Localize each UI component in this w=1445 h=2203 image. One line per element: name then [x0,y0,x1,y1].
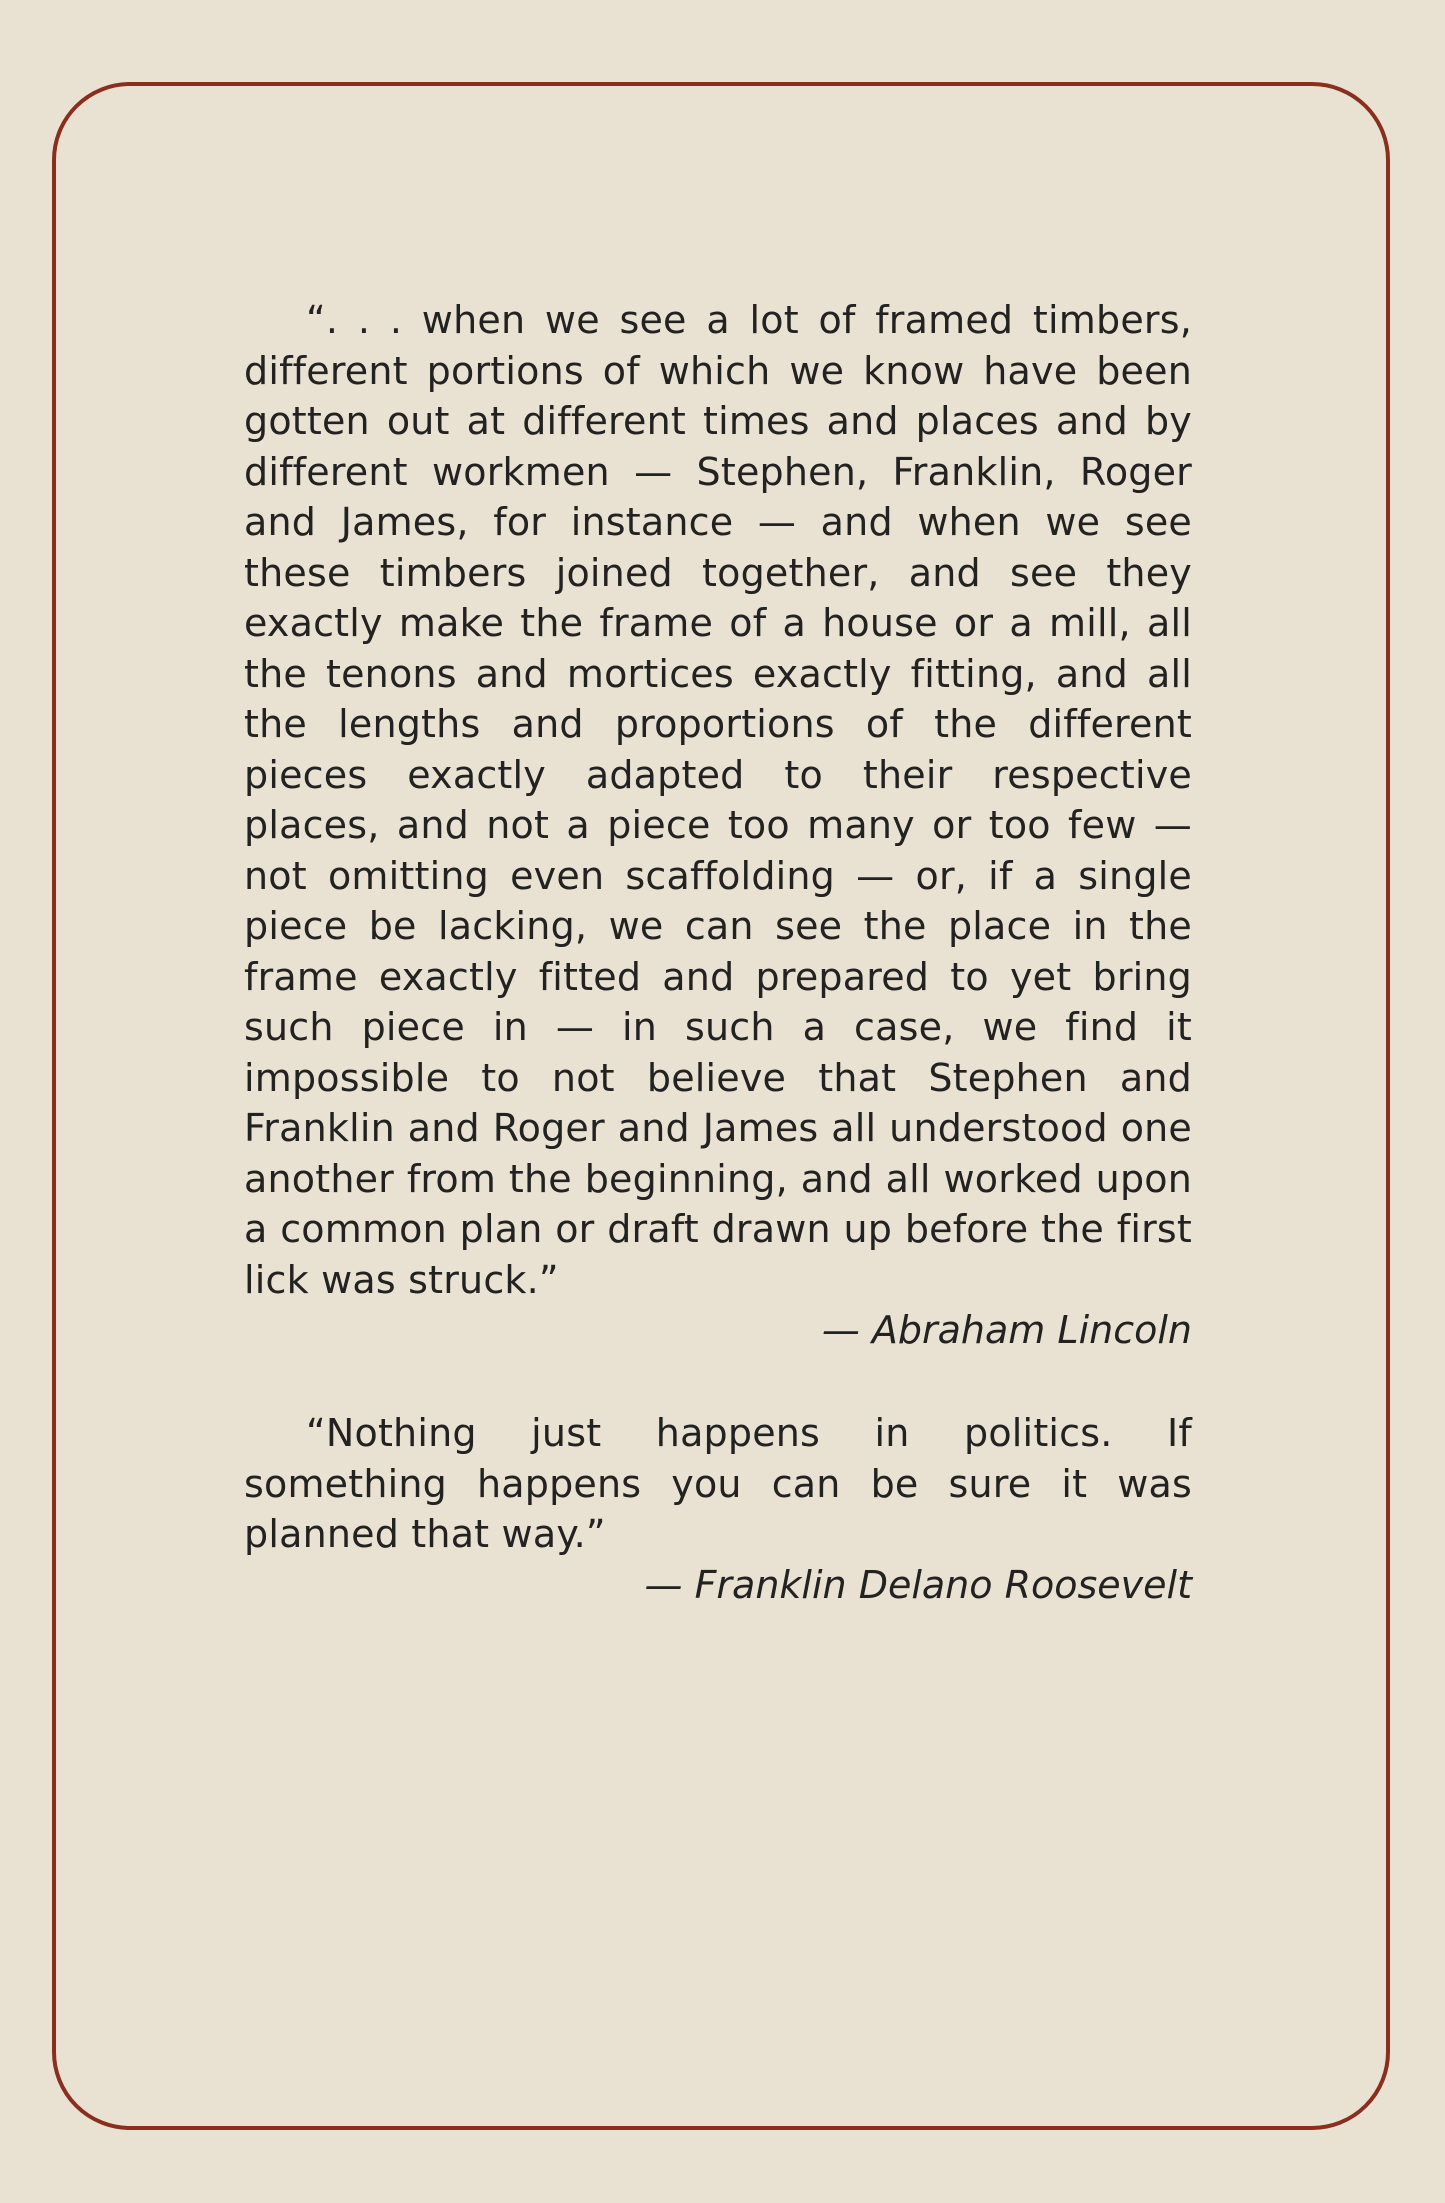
lincoln-quote-block [244,295,1192,1355]
quotes-section [244,295,1192,1610]
roosevelt-quote-block [244,1408,1192,1610]
lincoln-quote-text: “. . . when we see a lot of framed timbers, different portions of which we know have been gotten out at different times and places and by different workmen — Stephen, Franklin, Roger and James, for instance — and when we see these timbers joined together, and see they exactly make the frame of a house or a mill, all the tenons and mortices exactly fitting, and all the lengths and proportions of the different pieces exactly adapted to their respective places, and not a piece too many or too few — not omitting even scaffolding — or, if a single piece be lacking, we can see the place in the frame exactly fitted and prepared to yet bring such piece in — in such a case, we find it impossible to not believe that Stephen and Franklin and Roger and James all understood one another from the beginning, and all worked upon a common plan or draft drawn up before the first lick was struck.” [244,298,1192,1302]
roosevelt-quote-text: “Nothing just happens in politics. If something happens you can be sure it was planned that way.” [244,1411,1192,1556]
roosevelt-attribution: — Franklin Delano Roosevelt [644,1562,1192,1607]
lincoln-attribution: — Abraham Lincoln [821,1308,1192,1352]
